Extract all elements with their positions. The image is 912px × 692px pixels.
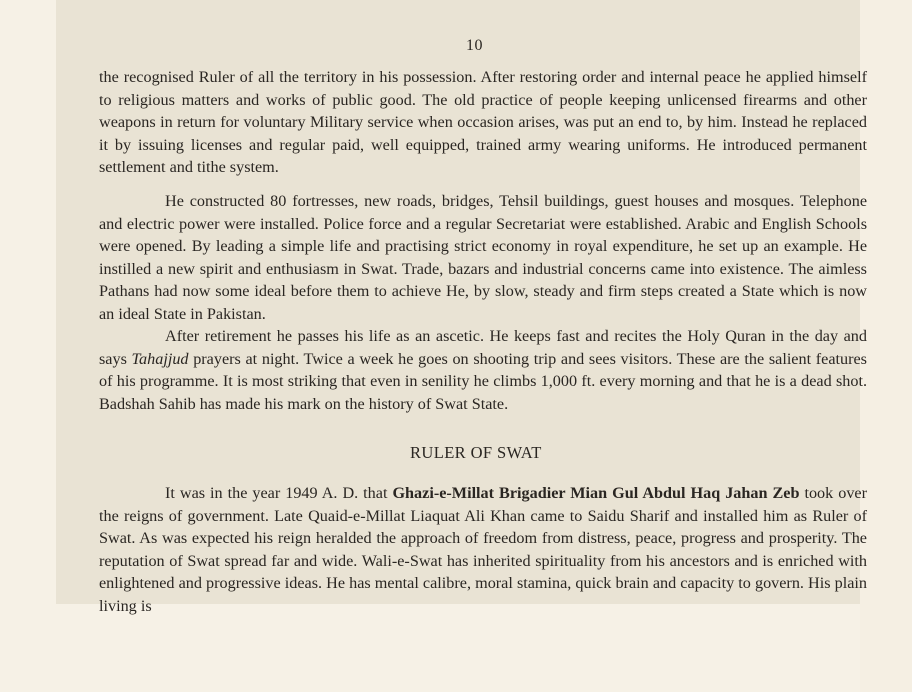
paragraph-3-part-2: prayers at night. Twice a week he goes on shooting trip and sees visitors. These are the salient features of his programme. It is most striking that even in senility he climbs 1,000 ft. every morning and that he is a dead shot. Badshah Sahib has made his mark on the history of Swat State. (99, 349, 867, 413)
page-number: 10 (466, 37, 483, 54)
paragraph-3-text (99, 325, 867, 415)
paragraph-2 (99, 190, 867, 325)
paragraph-4-part-1: It was in the year 1949 A. D. that (165, 484, 393, 502)
left-margin (0, 0, 56, 692)
ruler-name: Ghazi-e-Millat Brigadier Mian Gul Abdul Haq Jahan Zeb (392, 484, 800, 502)
paragraph-4-part-2: took over the reigns of government. Late Quaid-e-Millat Liaquat Ali Khan came to Saidu Sharif and installed him as Ruler of Swat. As was expected his reign heralded the approach of freedom from distress, peace, progress and prosperity. The reputation of Swat spread far and wide. Wali-e-Swat has inherited spirituality from his ancestors and is enriched with enlightened and progressive ideas. He has mental calibre, moral stamina, quick brain and capacity to govern. His plain living is (99, 484, 867, 615)
paragraph-3-part-1: After retirement he passes his life as an ascetic. He keeps fast and recites the Holy Quran in the day and says (99, 327, 867, 368)
right-margin (860, 0, 912, 692)
paragraph-1 (99, 66, 867, 179)
paragraph-2-text: He constructed 80 fortresses, new roads, bridges, Tehsil buildings, guest houses and mosques. Telephone and electric power were installed. Police force and a regular Secretariat were established. Arabic and English Schools were opened. By leading a simple life and practising strict economy in royal expenditure, he set up an example. He instilled a new spirit and enthusiasm in Swat. Trade, bazars and industrial concerns came into existence. The aimless Pathans had now some ideal before them to achieve He, by slow, steady and firm steps created a State which is now an ideal State in Pakistan. (99, 192, 867, 323)
paragraph-4 (99, 482, 867, 617)
tahajjud-term: Tahajjud (131, 349, 189, 368)
section-heading: RULER OF SWAT (410, 443, 542, 462)
paragraph-4-text (99, 482, 867, 617)
paragraph-3 (99, 325, 867, 415)
paragraph-1-text: the recognised Ruler of all the territory in his possession. After restoring order and internal peace he applied himself to religious matters and works of public good. The old practice of people keeping unlicensed firearms and other weapons in return for voluntary Military service when occasion arises, was put an end to, by him. Instead he replaced it by issuing licenses and regular paid, well equipped, trained army wearing uniforms. He introduced permanent settlement and tithe system. (99, 68, 867, 176)
bottom-margin (56, 604, 860, 692)
